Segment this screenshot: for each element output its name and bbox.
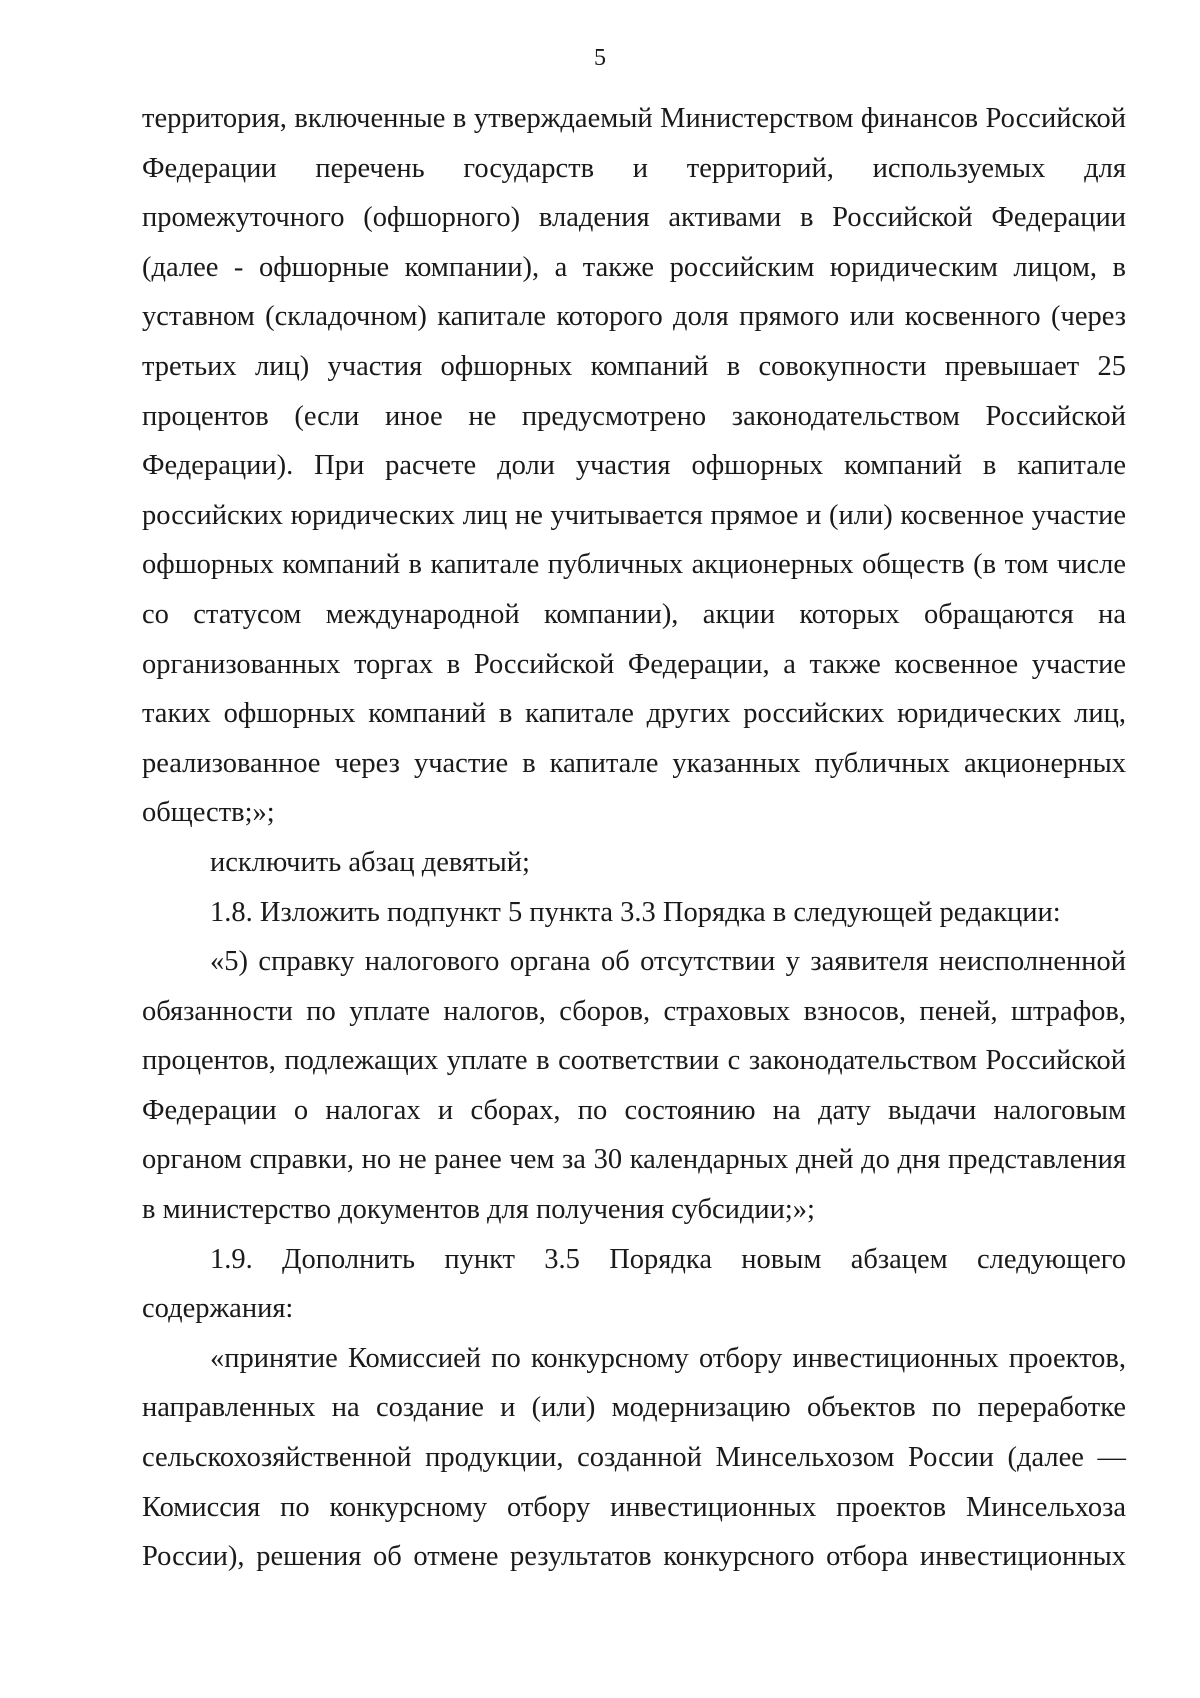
paragraph-tax-certificate: «5) справку налогового органа об отсутствии у заявителя неисполненной обязанности по уплате налогов, сборов, страховых взносов, пеней, штрафов, процентов, подлежащих уплате в соответствии с законодательством Российской Федерации о налогах и сборах, по состоянию на дату выдачи налоговым органом справки, но не ранее чем за 30 календарных дней до дня представления в министерство документов для получения субсидии;»; bbox=[142, 946, 1126, 1226]
paragraph-exclude-ninth: исключить абзац девятый; bbox=[210, 846, 530, 878]
paragraph-item-1-8: 1.8. Изложить подпункт 5 пункта 3.3 Порядка в следующей редакции: bbox=[210, 896, 1061, 928]
page-number: 5 bbox=[594, 45, 606, 71]
paragraph-commission-decision: «принятие Комиссией по конкурсному отбору инвестиционных проектов, направленных на создание и (или) модернизацию объектов по переработке сельскохозяйственной продукции, созданной Минсельхозом России (далее — Комиссия по конкурсному отбору инвестиционных проектов Минсельхоза России), решения об отмене результатов конкурсного отбора инвестиционных bbox=[142, 1342, 1126, 1573]
document-body bbox=[142, 94, 1126, 1582]
paragraph-item-1-9: 1.9. Дополнить пункт 3.5 Порядка новым абзацем следующего содержания: bbox=[142, 1243, 1126, 1325]
paragraph-offshore-definition: территория, включенные в утверждаемый Министерством финансов Российской Федерации перечень государств и территорий, используемых для промежуточного (офшорного) владения активами в Российской Федерации (далее - офшорные компании), а также российским юридическим лицом, в уставном (складочном) капитале которого доля прямого или косвенного (через третьих лиц) участия офшорных компаний в совокупности превышает 25 процентов (если иное не предусмотрено законодательством Российской Федерации). При расчете доли участия офшорных компаний в капитале российских юридических лиц не учитывается прямое и (или) косвенное участие офшорных компаний в капитале публичных акционерных обществ (в том числе со статусом международной компании), акции которых обращаются на организованных торгах в Российской Федерации, а также косвенное участие таких офшорных компаний в капитале других российских юридических лиц, реализованное через участие в капитале указанных публичных акционерных обществ;»; bbox=[142, 103, 1126, 829]
